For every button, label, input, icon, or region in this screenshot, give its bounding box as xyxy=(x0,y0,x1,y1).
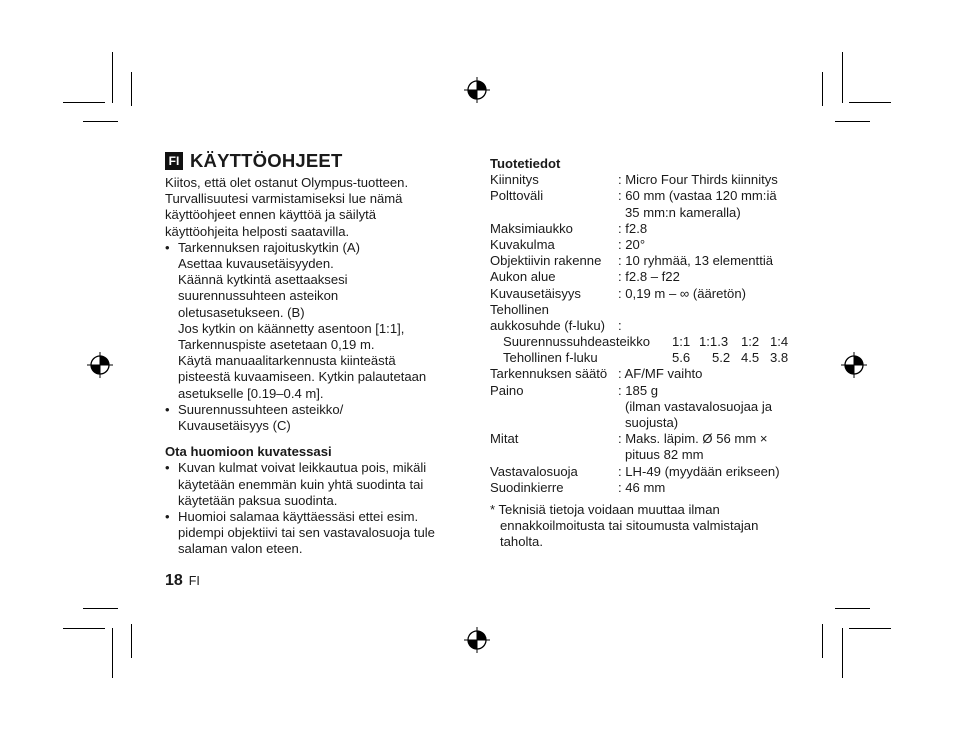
spec-value: : Maks. läpim. Ø 56 mm × xyxy=(618,431,768,447)
spec-label: Suodinkierre xyxy=(490,479,564,495)
ratio-table: Suurennussuhdeasteikko 1:1 1:1.3 1:2 1:4 Tehollinen f-luku 5.6 5.2 4.5 3.8 xyxy=(503,334,789,366)
spec-label: Mitat xyxy=(490,431,519,447)
spec-row xyxy=(490,172,810,188)
spec-value: : 10 ryhmää, 13 elementtiä xyxy=(618,253,774,269)
page-language: FI xyxy=(188,574,200,588)
spec-row xyxy=(490,415,810,431)
spec-row xyxy=(490,237,810,253)
registration-mark-icon xyxy=(464,627,490,653)
registration-mark-icon xyxy=(841,352,867,378)
spec-label: Kiinnitys xyxy=(490,172,539,188)
spec-value: : xyxy=(618,317,622,333)
spec-row xyxy=(490,221,810,237)
spec-row xyxy=(490,447,810,463)
spec-value: : 46 mm xyxy=(618,479,666,495)
spec-label: Objektiivin rakenne xyxy=(490,253,602,269)
registration-mark-icon xyxy=(87,352,113,378)
list-item: • Suurennussuhteen asteikko/ Kuvausetäisyys (C) xyxy=(165,402,435,434)
spec-value: 35 mm:n kameralla) xyxy=(625,204,741,220)
spec-label: Kuvakulma xyxy=(490,236,555,252)
spec-row xyxy=(490,302,810,318)
footnote: * Teknisiä tietoja voidaan muuttaa ilman ennakkoilmoitusta tai sitoumusta valmistajan taholta. xyxy=(490,501,759,550)
spec-row xyxy=(490,399,810,415)
spec-row xyxy=(490,286,810,302)
spec-value: (ilman vastavalosuojaa ja xyxy=(625,398,773,414)
intro-paragraph: Kiitos, että olet ostanut Olympus-tuotteen. Turvallisuutesi varmistamiseksi lue nämä käyttöohjeet ennen käyttöä ja säilytä käyttöohjeita helposti saatavilla. xyxy=(165,175,409,239)
spec-label: Tarkennuksen säätö xyxy=(490,366,608,382)
spec-value: suojusta) xyxy=(625,415,679,431)
left-column xyxy=(165,175,435,558)
spec-value: : 20° xyxy=(618,236,646,252)
list-item: • Huomioi salamaa käyttäessäsi ettei esim. pidempi objektiivi tai sen vastavalosuoja tule salaman valon eteen. xyxy=(165,509,435,558)
spec-value: : AF/MF vaihto xyxy=(618,366,703,382)
list-item: • Tarkennuksen rajoituskytkin (A) Asettaa kuvausetäisyyden. Käännä kytkintä asettaaksesi suurennussuhteen asteikon oletusasetukseen. (B) Jos kytkin on käännetty asentoon [1:1], Tarkennuspiste asetetaan 0,19 m. Käytä manuaalitarkennusta kiinteästä pisteestä kuvaamiseen. Kytkin palautetaan asetukselle [0.19–0.4 m]. xyxy=(165,240,435,402)
spec-label: Aukon alue xyxy=(490,269,556,285)
spec-row xyxy=(490,383,810,399)
spec-row xyxy=(490,480,810,496)
spec-row xyxy=(490,253,810,269)
language-badge: FI xyxy=(165,152,183,170)
spec-value: : f2.8 xyxy=(618,220,648,236)
specs-table xyxy=(490,366,810,496)
spec-value: : f2.8 – f22 xyxy=(618,269,680,285)
spec-label: aukkosuhde (f-luku) xyxy=(490,317,605,333)
spec-value: : 0,19 m – ∞ (ääretön) xyxy=(618,285,746,301)
spec-value: : 185 g xyxy=(618,382,659,398)
spec-row xyxy=(490,318,810,334)
spec-value: : LH-49 (myydään erikseen) xyxy=(618,463,780,479)
spec-value: : Micro Four Thirds kiinnitys xyxy=(618,172,778,188)
spec-label: Polttoväli xyxy=(490,188,544,204)
registration-mark-icon xyxy=(464,77,490,103)
list-item: • Kuvan kulmat voivat leikkautua pois, mikäli käytetään enemmän kuin yhtä suodinta tai käytetään paksua suodinta. xyxy=(165,460,435,509)
spec-label: Tehollinen xyxy=(490,301,549,317)
specs-heading: Tuotetiedot xyxy=(490,156,561,171)
spec-row xyxy=(490,366,810,382)
page-footer xyxy=(165,572,200,590)
spec-label: Kuvausetäisyys xyxy=(490,285,581,301)
spec-value: pituus 82 mm xyxy=(625,447,704,463)
spec-row xyxy=(490,269,810,285)
page-heading xyxy=(165,150,342,172)
spec-value: : 60 mm (vastaa 120 mm:iä xyxy=(618,188,777,204)
page-number: 18 xyxy=(165,572,183,589)
spec-label: Vastavalosuoja xyxy=(490,463,578,479)
spec-row xyxy=(490,431,810,447)
spec-row xyxy=(490,464,810,480)
specs-table xyxy=(490,172,810,334)
spec-row xyxy=(490,188,810,204)
spec-label: Maksimiaukko xyxy=(490,220,573,236)
notes-heading: Ota huomioon kuvatessasi xyxy=(165,444,332,460)
spec-row xyxy=(490,205,810,221)
page-title: KÄYTTÖOHJEET xyxy=(190,150,343,171)
specifications xyxy=(490,156,810,551)
spec-label: Paino xyxy=(490,382,524,398)
